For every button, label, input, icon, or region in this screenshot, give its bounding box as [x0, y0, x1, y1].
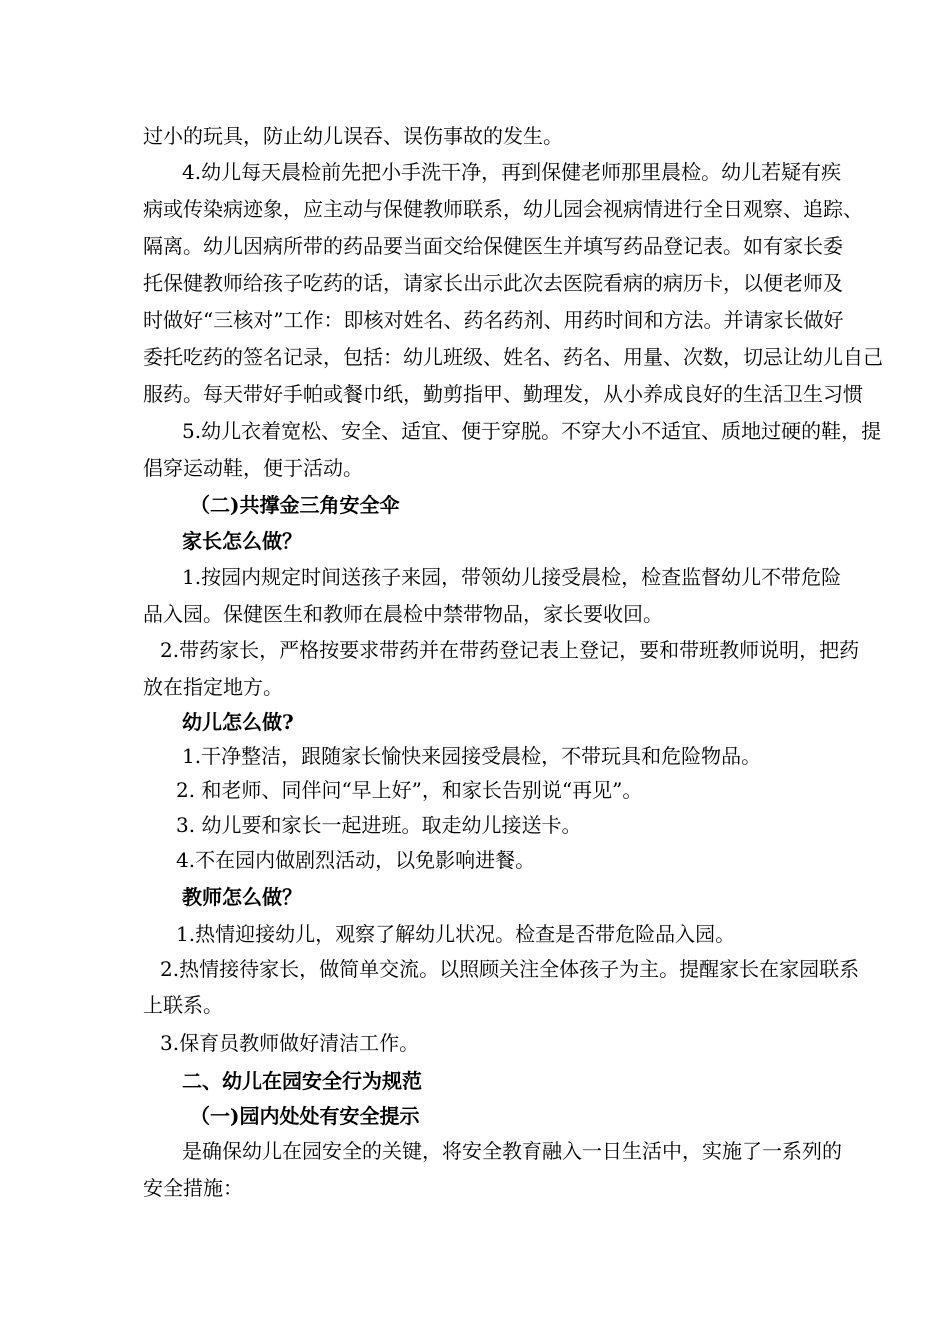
list-item: 3.保育员教师做好清洁工作。	[160, 1031, 420, 1055]
paragraph-line: 服药。每天带好手帕或餐巾纸，勤剪指甲、勤理发，从小养成良好的生活卫生习惯	[143, 382, 863, 406]
list-item: 1.热情迎接幼儿，观察了解幼儿状况。检查是否带危险品入园。	[176, 922, 736, 946]
paragraph-line: 托保健教师给孩子吃药的话，请家长出示此次去医院看病的病历卡，以便老师及	[143, 271, 843, 295]
section-heading: 二、幼儿在园安全行为规范	[182, 1069, 422, 1093]
list-item: 2. 和老师、同伴问“早上好”，和家长告别说“再见”。	[176, 778, 643, 802]
list-item: 2.热情接待家长，做简单交流。以照顾关注全体孩子为主。提醒家长在家园联系	[160, 957, 860, 981]
paragraph-line: 放在指定地方。	[143, 675, 283, 699]
paragraph-line: 上联系。	[143, 993, 223, 1017]
paragraph-line: 病或传染病迹象，应主动与保健教师联系，幼儿园会视病情进行全日观察、追踪、	[143, 197, 863, 221]
paragraph-line: 1.按园内规定时间送孩子来园，带领幼儿接受晨检，检查监督幼儿不带危险	[182, 565, 842, 589]
subsection-heading: 家长怎么做？	[182, 529, 302, 553]
list-item: 3. 幼儿要和家长一起进班。取走幼儿接送卡。	[176, 813, 582, 837]
list-item: 1.干净整洁，跟随家长愉快来园接受晨检，不带玩具和危险物品。	[182, 744, 762, 768]
paragraph-line: 安全措施：	[143, 1176, 243, 1200]
paragraph-line: 委托吃药的签名记录，包括：幼儿班级、姓名、药名、用量、次数，切忌让幼儿自己	[143, 345, 883, 369]
subsection-heading: 幼儿怎么做?	[182, 710, 294, 734]
paragraph-line: 隔离。幼儿因病所带的药品要当面交给保健医生并填写药品登记表。如有家长委	[143, 234, 843, 258]
section-heading: （一)园内处处有安全提示	[190, 1104, 420, 1128]
paragraph-line: 是确保幼儿在园安全的关键，将安全教育融入一日生活中，实施了一系列的	[182, 1139, 842, 1163]
subsection-heading: 教师怎么做？	[182, 885, 302, 909]
paragraph-line: 2.带药家长，严格按要求带药并在带药登记表上登记，要和带班教师说明，把药	[160, 638, 860, 662]
paragraph-line: 4.幼儿每天晨检前先把小手洗干净，再到保健老师那里晨检。幼儿若疑有疾	[182, 160, 842, 184]
paragraph-line: 时做好“三核对”工作：即核对姓名、药名药剂、用药时间和方法。并请家长做好	[143, 308, 844, 332]
paragraph-line: 过小的玩具，防止幼儿误吞、误伤事故的发生。	[143, 124, 563, 148]
paragraph-line: 品入园。保健医生和教师在晨检中禁带物品，家长要收回。	[143, 602, 663, 626]
paragraph-line: 5.幼儿衣着宽松、安全、适宜、便于穿脱。不穿大小不适宜、质地过硬的鞋，提	[182, 419, 882, 443]
section-heading: （二)共撑金三角安全伞	[190, 493, 400, 517]
list-item: 4.不在园内做剧烈活动，以免影响进餐。	[176, 848, 536, 872]
paragraph-line: 倡穿运动鞋，便于活动。	[143, 456, 363, 480]
